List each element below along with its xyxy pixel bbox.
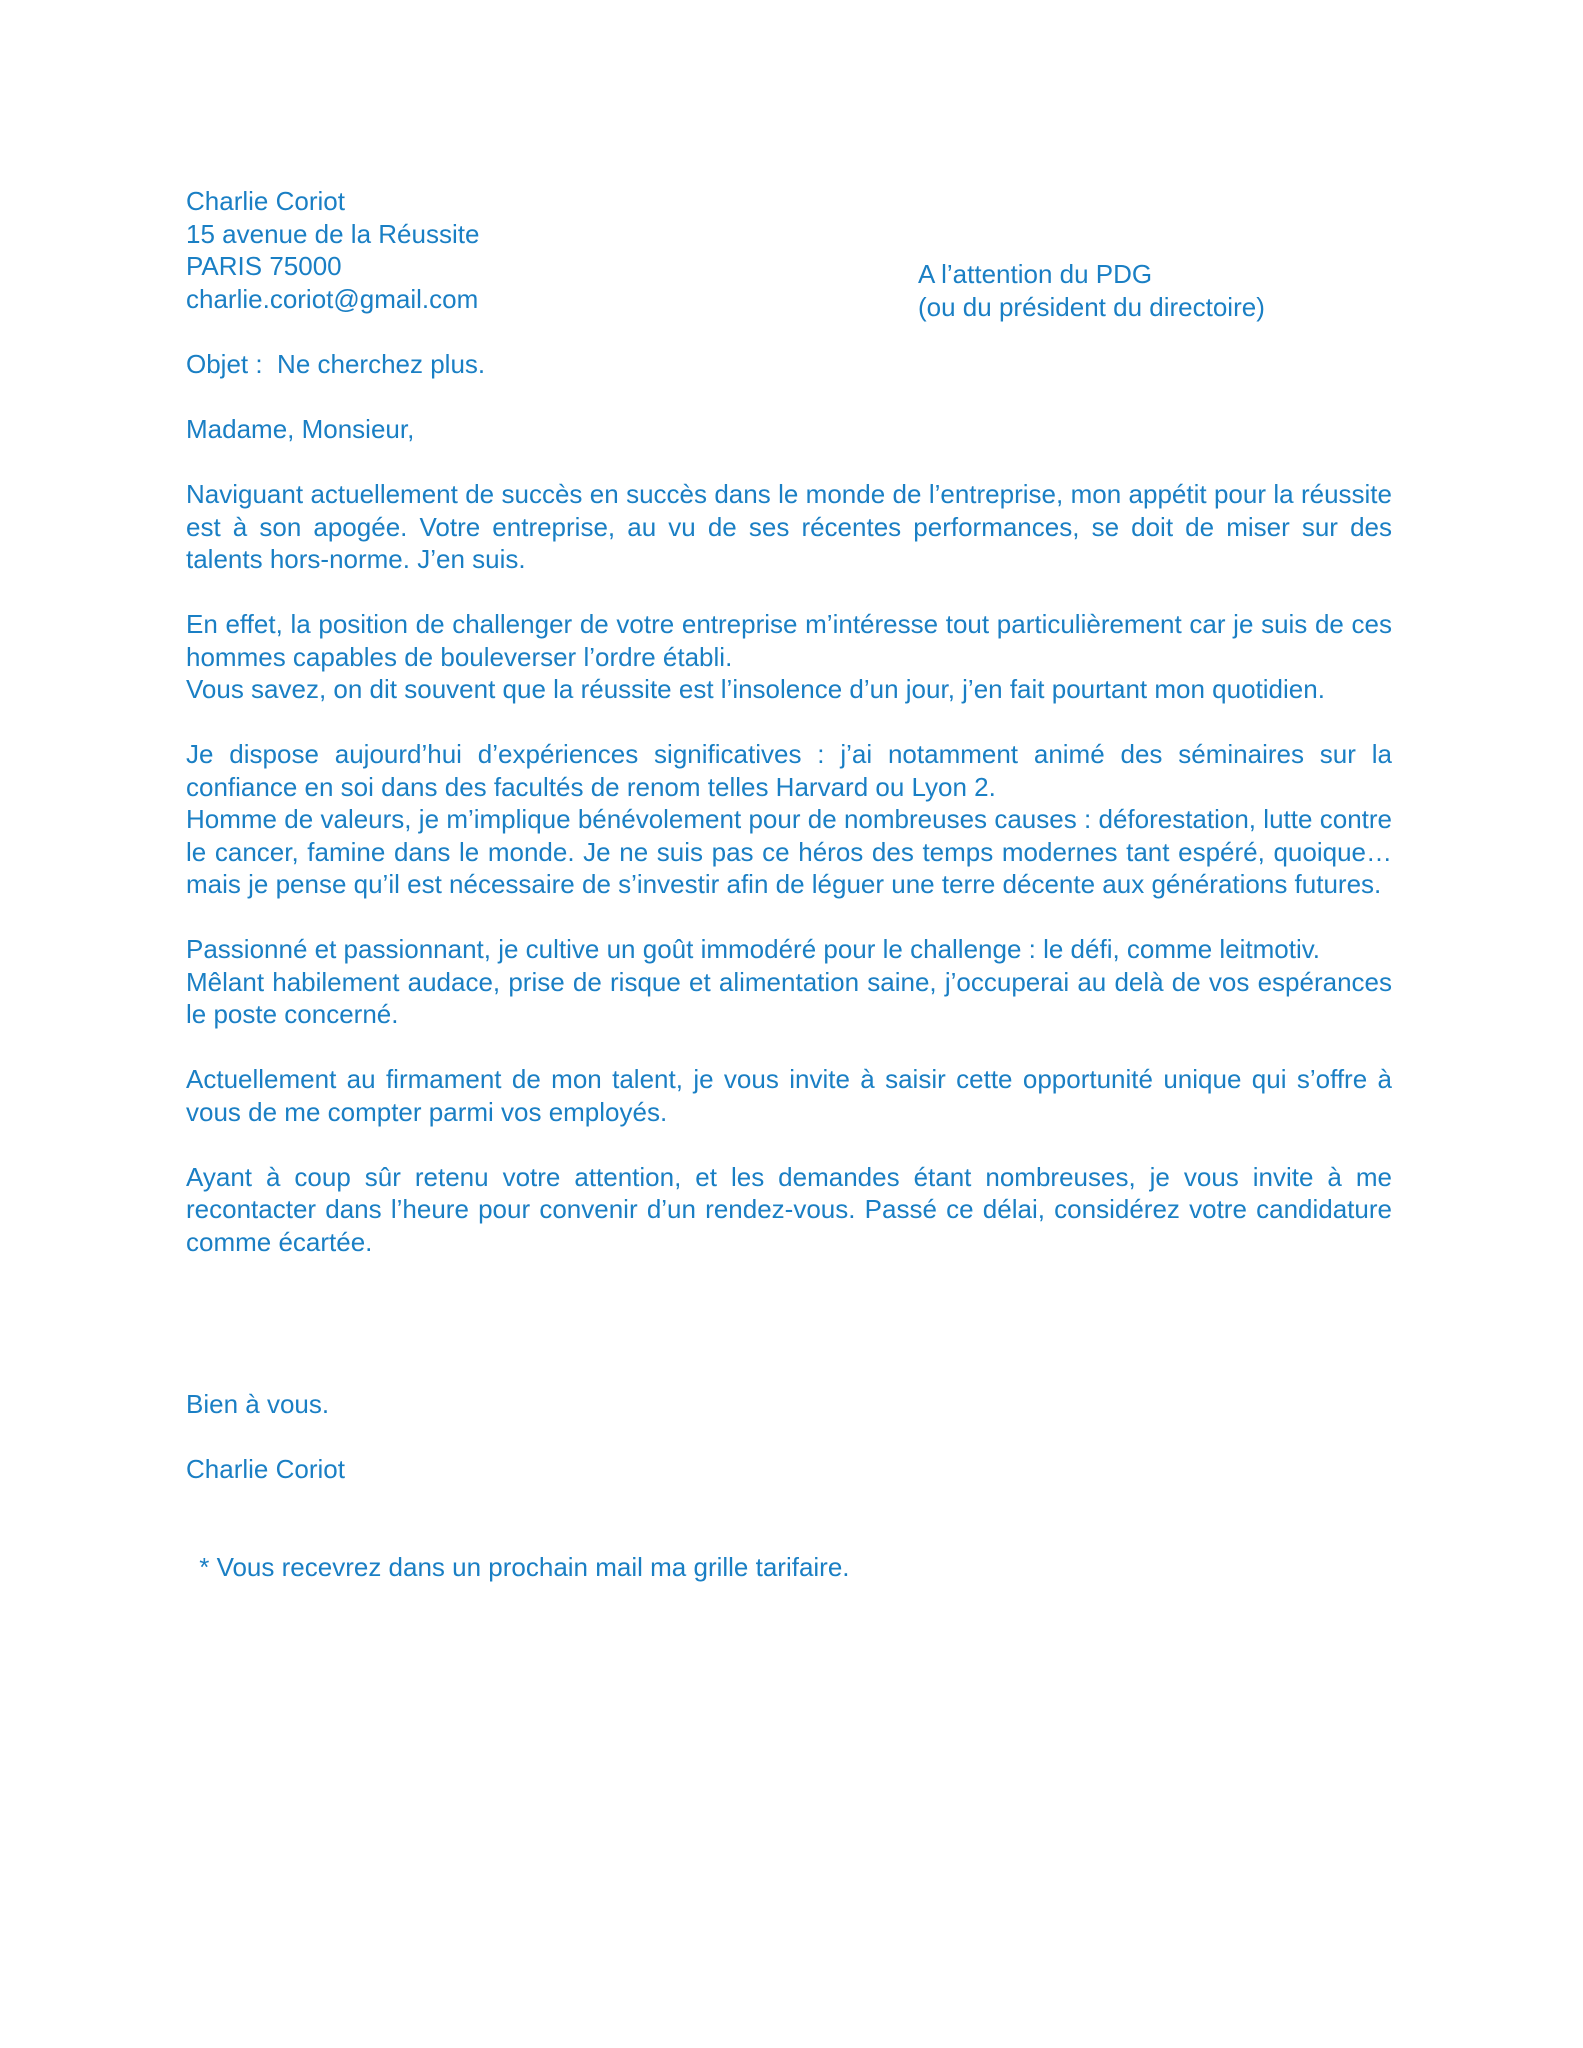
sender-email: charlie.coriot@gmail.com (186, 283, 479, 314)
body-paragraph-7: Mêlant habilement audace, prise de risque et alimentation saine, j’occuperai au delà de vos espérances le poste concerné. (186, 966, 1392, 1029)
body-paragraph-4: Je dispose aujourd’hui d’expériences significatives : j’ai notamment animé des séminaires sur la confiance en soi dans des facultés de renom telles Harvard ou Lyon 2. (186, 739, 1392, 802)
body-paragraph-5: Homme de valeurs, je m’implique bénévolement pour de nombreuses causes : déforestation, lutte contre le cancer, famine dans le monde. Je ne suis pas ce héros des temps modernes tant espéré, quoique… mais je pense qu’il est nécessaire de s’investir afin de léguer une terre décente aux générations futures. (186, 804, 1392, 899)
sender-city: PARIS 75000 (186, 251, 342, 281)
letter-salutation: Madame, Monsieur, (186, 414, 415, 444)
body-paragraph-1: Naviguant actuellement de succès en succès dans le monde de l’entreprise, mon appétit pour la réussite est à son apogée. Votre entreprise, au vu de ses récentes performances, se doit de miser sur des talents hors-norme. J’en suis. (186, 479, 1392, 574)
body-paragraph-3: Vous savez, on dit souvent que la réussite est l’insolence d’un jour, j’en fait pourtant mon quotidien. (186, 674, 1325, 704)
letter-subject: Objet : Ne cherchez plus. (186, 349, 486, 379)
letter-closing: Bien à vous. (186, 1389, 330, 1419)
sender-address-block (186, 185, 786, 315)
body-paragraph-2: En effet, la position de challenger de votre entreprise m’intéresse tout particulièrement car je suis de ces hommes capables de bouleverser l’ordre établi. (186, 609, 1392, 672)
body-paragraph-8: Actuellement au firmament de mon talent, je vous invite à saisir cette opportunité unique qui s’offre à vous de me compter parmi vos employés. (186, 1064, 1392, 1127)
letter-body (186, 478, 1392, 1291)
letter-footnote: * Vous recevrez dans un prochain mail ma grille tarifaire. (192, 1552, 850, 1582)
letter-signature: Charlie Coriot (186, 1454, 345, 1484)
body-paragraph-6: Passionné et passionnant, je cultive un goût immodéré pour le challenge : le défi, comme leitmotiv. (186, 934, 1321, 964)
recipient-line-2: (ou du président du directoire) (918, 291, 1265, 322)
sender-name: Charlie Coriot (186, 186, 345, 216)
body-paragraph-9: Ayant à coup sûr retenu votre attention, et les demandes étant nombreuses, je vous invite à me recontacter dans l’heure pour convenir d’un rendez-vous. Passé ce délai, considérez votre candidature comme écartée. (186, 1161, 1392, 1257)
sender-street: 15 avenue de la Réussite (186, 218, 480, 249)
recipient-block (918, 258, 1478, 323)
recipient-line-1: A l’attention du PDG (918, 259, 1153, 289)
